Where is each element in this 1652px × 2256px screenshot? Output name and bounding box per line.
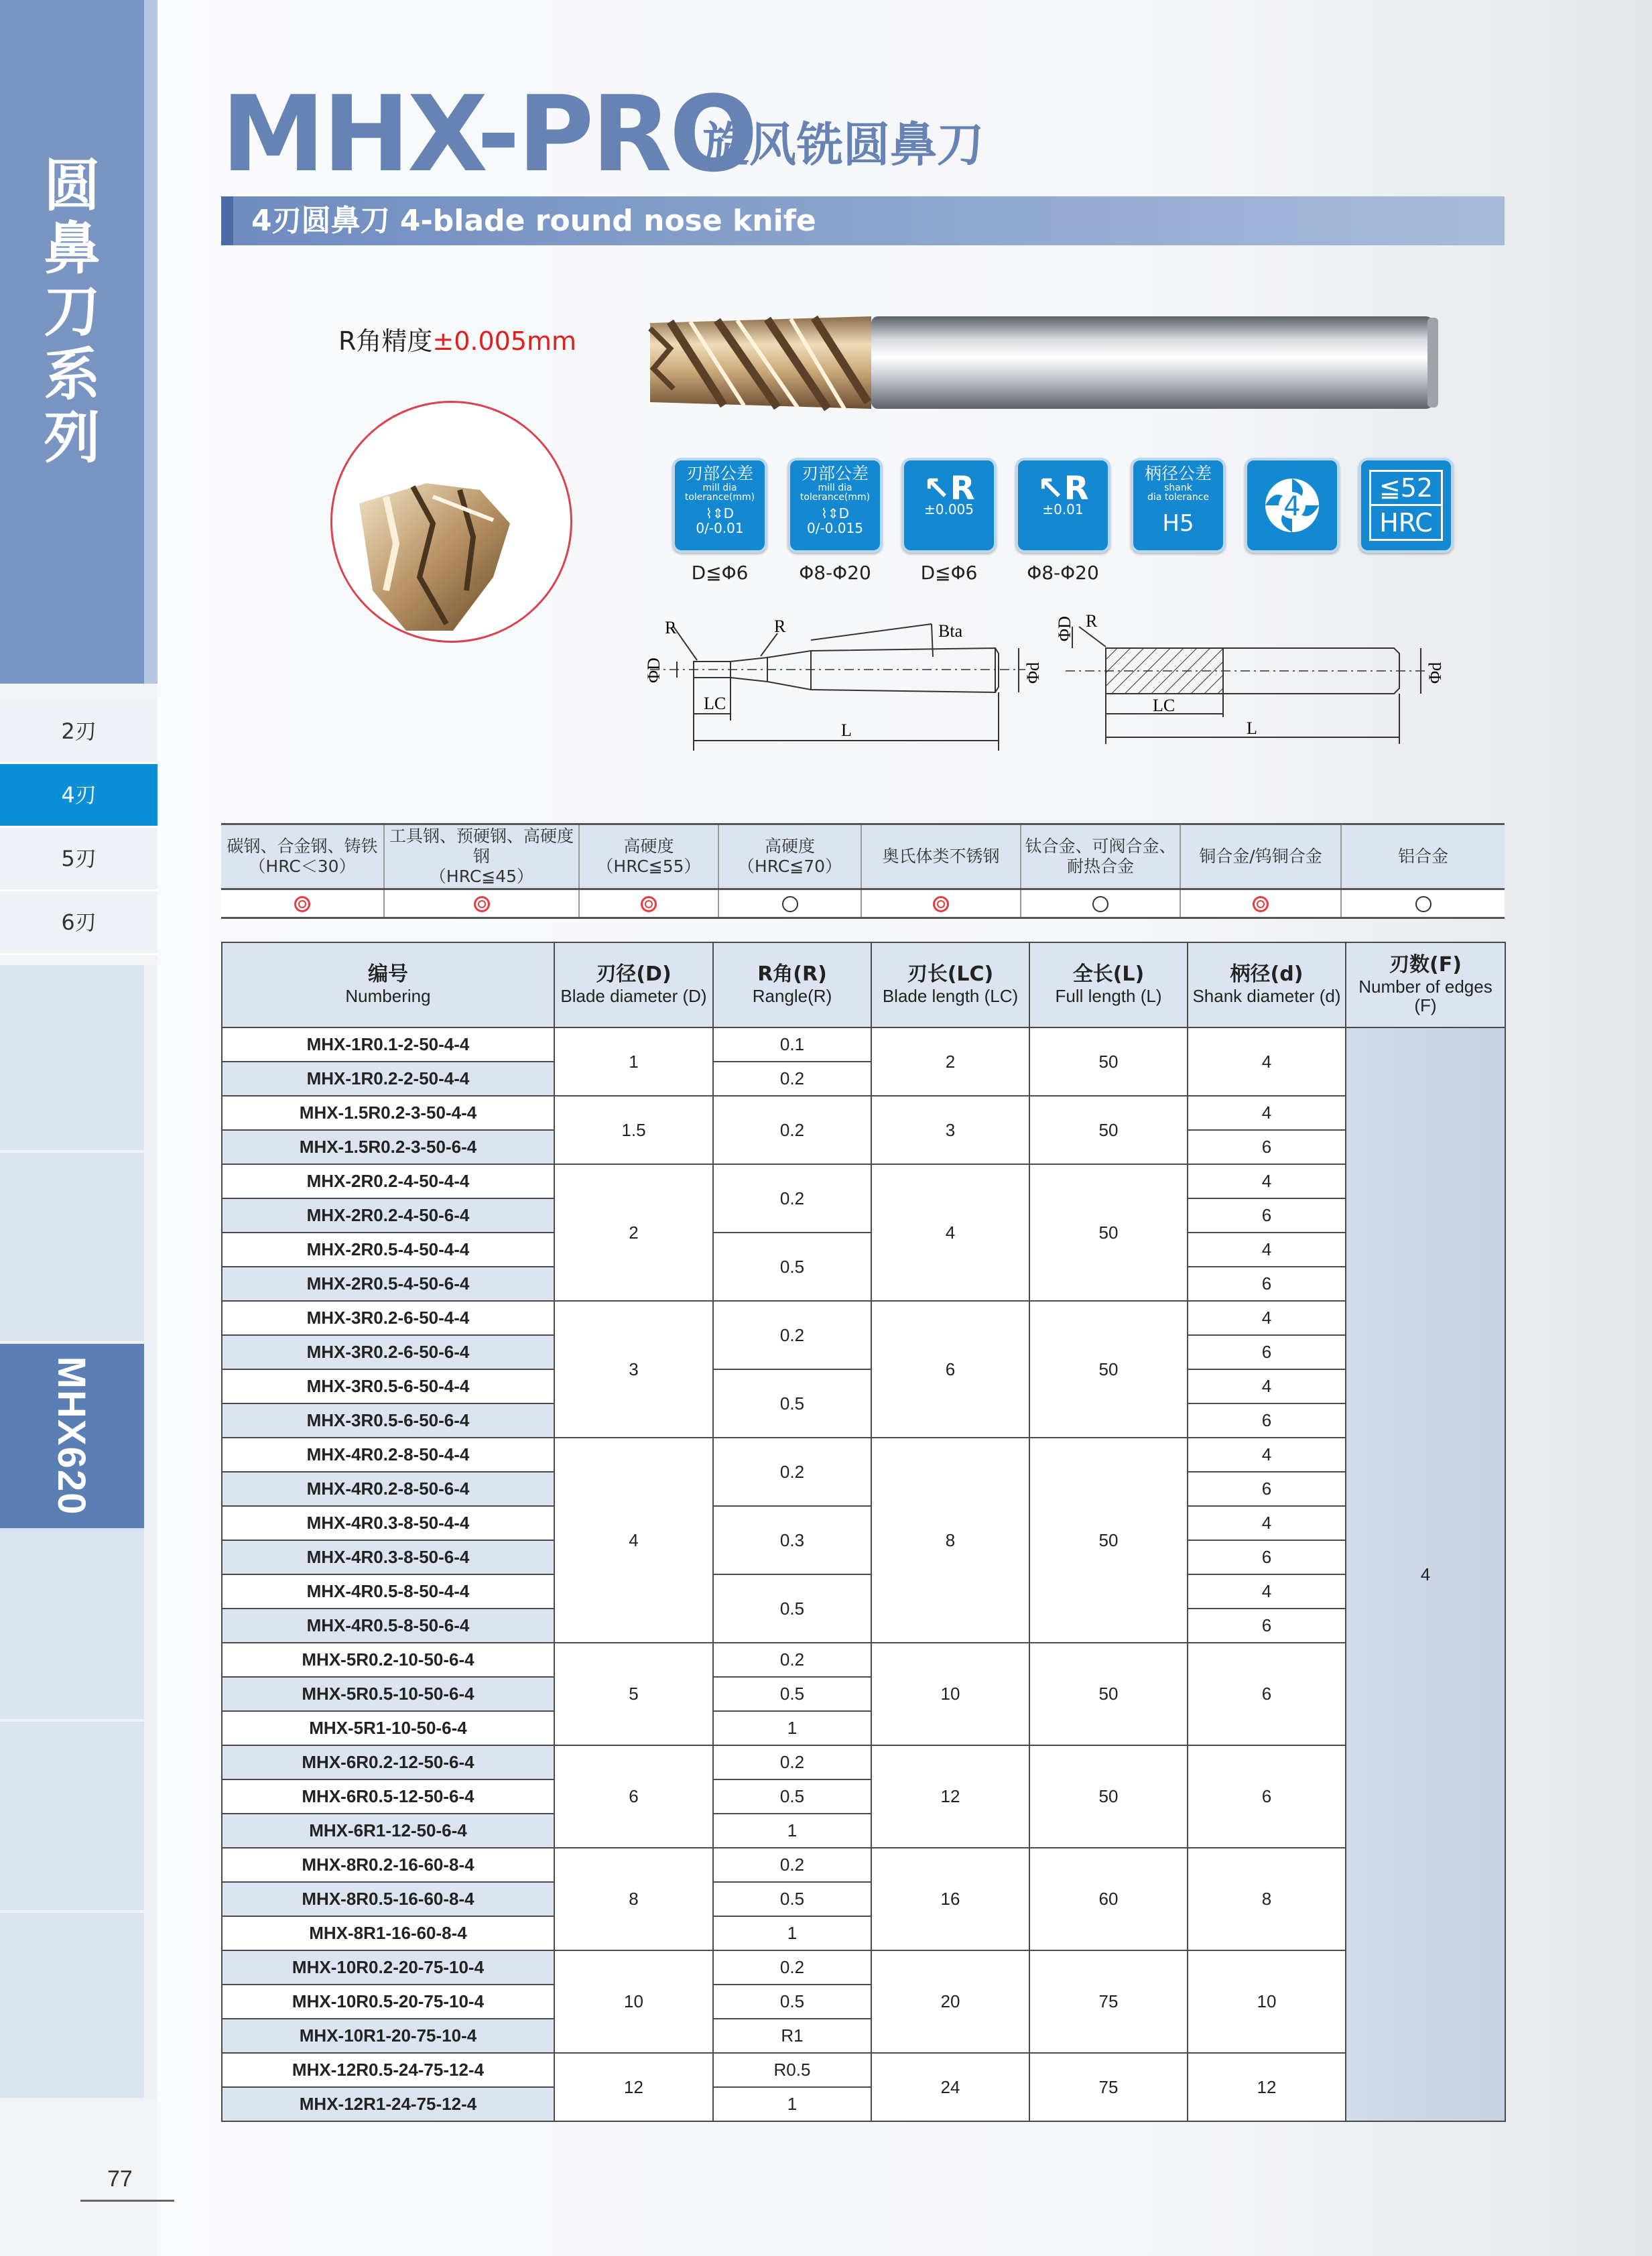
drawing-label-bta: Bta <box>938 621 963 641</box>
full-length-cell: 60 <box>1029 1848 1188 1950</box>
drawing-label-r: R <box>1086 611 1098 631</box>
full-length-cell: 75 <box>1029 2053 1188 2121</box>
material-name: 高硬度 <box>623 836 674 856</box>
r-precision-note <box>338 320 576 357</box>
table-row <box>222 1506 1505 1540</box>
page-number: 77 <box>107 2166 133 2192</box>
shank-diameter-cell: 4 <box>1188 1301 1346 1335</box>
mill-dia-tolerance-icon: 刃部公差 mill dia tolerance(mm) ⌇⇕D 0/-0.01 <box>672 458 767 553</box>
r-precision-label: R角精度 <box>338 326 433 356</box>
table-row <box>222 1848 1505 1882</box>
part-number-cell: MHX-1.5R0.2-3-50-6-4 <box>222 1130 554 1164</box>
material-header <box>1021 824 1180 889</box>
product-subtitle: 旋风铣圆鼻刀 <box>702 117 984 172</box>
corner-radius-icon: ↖R ±0.01 <box>1015 458 1110 553</box>
material-header <box>579 824 718 889</box>
material-mark-cell <box>579 889 718 918</box>
part-number-cell: MHX-2R0.5-4-50-4-4 <box>222 1233 554 1267</box>
full-length-cell: 50 <box>1029 1301 1188 1438</box>
blade-length-cell: 8 <box>871 1438 1029 1643</box>
drawing-label-shank-d: Φd <box>1425 662 1445 684</box>
specification-table <box>221 942 1506 2122</box>
part-number-cell: MHX-5R0.2-10-50-6-4 <box>222 1643 554 1677</box>
recommended-icon <box>294 896 310 912</box>
material-mark-cell <box>1021 889 1180 918</box>
part-number-cell: MHX-12R1-24-75-12-4 <box>222 2087 554 2121</box>
drawing-label-shank-d: Φd <box>1023 662 1043 684</box>
shank-diameter-cell: 4 <box>1188 1369 1346 1403</box>
table-row <box>222 1643 1505 1677</box>
blade-length-cell: 4 <box>871 1164 1029 1301</box>
table-row <box>222 2053 1505 2087</box>
shank-diameter-cell: 6 <box>1188 1335 1346 1369</box>
blade-length-cell: 16 <box>871 1848 1029 1950</box>
r-angle-cell: 0.2 <box>713 1096 871 1164</box>
material-mark-cell <box>1180 889 1341 918</box>
column-header-en: Blade diameter (D) <box>560 985 707 1006</box>
drawing-label-lc: LC <box>1153 696 1176 715</box>
shank-diameter-cell: 6 <box>1188 1745 1346 1848</box>
part-number-cell: MHX-3R0.5-6-50-4-4 <box>222 1369 554 1403</box>
column-header <box>871 942 1029 1027</box>
blade-diameter-cell: 3 <box>554 1301 713 1438</box>
table-row <box>222 1164 1505 1198</box>
column-header-cn: 刃径(D) <box>596 962 672 986</box>
material-hardness: （HRC≦45） <box>429 867 534 886</box>
drawing-label-d: ΦD <box>644 657 663 683</box>
part-number-cell: MHX-4R0.5-8-50-4-4 <box>222 1574 554 1609</box>
mill-dia-tolerance-value: 0/-0.015 <box>807 520 863 536</box>
tool-drawing-section <box>1052 607 1454 754</box>
column-header-cn: 刃数(F) <box>1389 952 1462 977</box>
part-number-cell: MHX-3R0.5-6-50-6-4 <box>222 1403 554 1438</box>
table-row <box>222 1301 1505 1335</box>
shank-diameter-cell: 6 <box>1188 1198 1346 1233</box>
banner-accent <box>221 196 233 245</box>
shank-diameter-cell: 6 <box>1188 1472 1346 1506</box>
feature-caption: Φ8-Φ20 <box>799 562 871 584</box>
part-number-cell: MHX-4R0.3-8-50-4-4 <box>222 1506 554 1540</box>
r-angle-cell: 0.2 <box>713 1062 871 1096</box>
series-title-char: 刀 <box>44 279 101 344</box>
material-header <box>1180 824 1341 889</box>
part-number-cell: MHX-10R1-20-75-10-4 <box>222 2019 554 2053</box>
full-length-cell: 50 <box>1029 1027 1188 1096</box>
part-number-cell: MHX-2R0.2-4-50-6-4 <box>222 1198 554 1233</box>
column-header <box>1346 942 1505 1027</box>
shank-diameter-cell: 12 <box>1188 2053 1346 2121</box>
material-hardness: 耐热合金 <box>1066 857 1134 876</box>
column-header-cn: 刃长(LC) <box>907 962 994 986</box>
blade-diameter-cell: 5 <box>554 1643 713 1745</box>
part-number-cell: MHX-5R0.5-10-50-6-4 <box>222 1677 554 1711</box>
r-angle-cell: 0.2 <box>713 1164 871 1233</box>
full-length-cell: 50 <box>1029 1096 1188 1164</box>
r-angle-cell: 0.5 <box>713 1369 871 1438</box>
column-header-cn: R角(R) <box>757 962 827 986</box>
full-length-cell: 75 <box>1029 1950 1188 2053</box>
material-name: 铝合金 <box>1397 847 1448 866</box>
r-angle-cell: 0.5 <box>713 1882 871 1916</box>
shank-diameter-cell: 4 <box>1188 1574 1346 1609</box>
blade-diameter-cell: 4 <box>554 1438 713 1643</box>
part-number-cell: MHX-1R0.2-2-50-4-4 <box>222 1062 554 1096</box>
tab-6-blade[interactable]: 6刃 <box>0 891 157 955</box>
recommended-icon <box>933 896 949 912</box>
r-angle-cell: 0.5 <box>713 1677 871 1711</box>
shank-diameter-cell: 10 <box>1188 1950 1346 2053</box>
r-angle-cell: 0.5 <box>713 1985 871 2019</box>
material-hardness: （HRC≦70） <box>737 857 842 876</box>
four-flute-icon: 4 <box>1245 458 1340 553</box>
material-name: 工具钢、预硬钢、高硬度钢 <box>389 826 574 866</box>
recommended-icon <box>1253 896 1269 912</box>
r-angle-cell: 0.2 <box>713 1438 871 1506</box>
section-banner-text: 4刃圆鼻刀 4-blade round nose knife <box>251 204 816 238</box>
shank-diameter-cell: 4 <box>1188 1096 1346 1130</box>
shank-diameter-cell: 6 <box>1188 1267 1346 1301</box>
table-row <box>222 1438 1505 1472</box>
blade-length-cell: 10 <box>871 1643 1029 1745</box>
part-number-cell: MHX-3R0.2-6-50-4-4 <box>222 1301 554 1335</box>
shank-diameter-cell: 6 <box>1188 1130 1346 1164</box>
part-number-cell: MHX-6R1-12-50-6-4 <box>222 1814 554 1848</box>
full-length-cell: 50 <box>1029 1643 1188 1745</box>
series-title-char: 系 <box>44 342 101 408</box>
series-code: MHX620 <box>50 1356 93 1516</box>
tab-5-blade[interactable]: 5刃 <box>0 828 157 891</box>
product-title: MHX-PRO <box>221 73 756 195</box>
series-title <box>0 154 144 469</box>
blade-length-cell: 3 <box>871 1096 1029 1164</box>
blade-length-cell: 2 <box>871 1027 1029 1096</box>
blade-length-cell: 20 <box>871 1950 1029 2053</box>
edges-count-cell: 4 <box>1346 1027 1505 2121</box>
r-angle-cell: 0.1 <box>713 1027 871 1062</box>
material-hardness: （HRC＜30） <box>249 857 356 876</box>
r-angle-cell: 1 <box>713 1711 871 1745</box>
material-name: 碳钢、合金钢、铸铁 <box>227 836 378 856</box>
part-number-cell: MHX-5R1-10-50-6-4 <box>222 1711 554 1745</box>
column-header <box>222 942 554 1027</box>
feature-caption: D≦Φ6 <box>920 562 978 584</box>
blade-diameter-cell: 12 <box>554 2053 713 2121</box>
material-name: 高硬度 <box>764 836 815 856</box>
r-precision-value: ±0.005mm <box>432 326 577 356</box>
material-mark-cell <box>221 889 384 918</box>
part-number-cell: MHX-4R0.5-8-50-6-4 <box>222 1609 554 1643</box>
column-header-en: Numbering <box>345 985 431 1006</box>
column-header-en: Blade length (LC) <box>882 985 1019 1006</box>
material-mark-cell <box>384 889 579 918</box>
column-header <box>1188 942 1346 1027</box>
r-angle-cell: 0.2 <box>713 1950 871 1985</box>
r-angle-cell: 0.5 <box>713 1233 871 1301</box>
part-number-cell: MHX-3R0.2-6-50-6-4 <box>222 1335 554 1369</box>
material-name: 铜合金/钨铜合金 <box>1199 847 1322 866</box>
part-number-cell: MHX-4R0.2-8-50-4-4 <box>222 1438 554 1472</box>
r-angle-cell: 0.5 <box>713 1779 871 1814</box>
part-number-cell: MHX-6R0.2-12-50-6-4 <box>222 1745 554 1779</box>
shank-diameter-cell: 4 <box>1188 1164 1346 1198</box>
material-name: 奥氏体类不锈钢 <box>882 847 1000 866</box>
shank-diameter-cell: 4 <box>1188 1438 1346 1472</box>
series-title-char: 鼻 <box>44 216 101 281</box>
blade-diameter-cell: 6 <box>554 1745 713 1848</box>
r-angle-cell: 1 <box>713 2087 871 2121</box>
blade-diameter-cell: 2 <box>554 1164 713 1301</box>
column-header <box>1029 942 1188 1027</box>
table-row <box>222 1233 1505 1267</box>
r-angle-cell: 0.3 <box>713 1506 871 1574</box>
material-hardness: （HRC≦55） <box>596 857 701 876</box>
column-header-en: Number of edges (F) <box>1358 976 1492 1015</box>
part-number-cell: MHX-1.5R0.2-3-50-4-4 <box>222 1096 554 1130</box>
series-title-char: 列 <box>44 405 101 471</box>
sidebar-stripe-lower <box>144 965 157 2098</box>
full-length-cell: 50 <box>1029 1164 1188 1301</box>
part-number-cell: MHX-6R0.5-12-50-6-4 <box>222 1779 554 1814</box>
corner-radius-icon: ↖R ±0.005 <box>901 458 997 553</box>
feature-caption: D≦Φ6 <box>691 562 749 584</box>
column-header <box>713 942 871 1027</box>
recommended-icon <box>641 896 657 912</box>
part-number-cell: MHX-8R0.2-16-60-8-4 <box>222 1848 554 1882</box>
part-number-cell: MHX-8R0.5-16-60-8-4 <box>222 1882 554 1916</box>
table-row <box>222 1096 1505 1130</box>
shank-diameter-cell: 4 <box>1188 1233 1346 1267</box>
tool-drawing-side <box>623 607 1052 761</box>
full-length-cell: 50 <box>1029 1438 1188 1643</box>
part-number-cell: MHX-4R0.3-8-50-6-4 <box>222 1540 554 1574</box>
r-angle-cell: 1 <box>713 1916 871 1950</box>
drawing-label-d: ΦD <box>1055 616 1074 641</box>
mill-dia-tolerance-value: 0/-0.01 <box>696 520 744 536</box>
column-header-en: Rangle(R) <box>752 985 832 1006</box>
series-title-char: 圆 <box>44 153 101 218</box>
column-header-en: Full length (L) <box>1055 985 1162 1006</box>
shank-diameter-cell: 6 <box>1188 1609 1346 1643</box>
shank-diameter-cell: 6 <box>1188 1403 1346 1438</box>
column-header <box>554 942 713 1027</box>
feature-caption: Φ8-Φ20 <box>1027 562 1099 584</box>
r-angle-cell: 0.2 <box>713 1745 871 1779</box>
drawing-label-l: L <box>1247 718 1257 738</box>
end-mill-image <box>643 308 1454 416</box>
table-row <box>222 1027 1505 1062</box>
suitable-icon <box>782 896 798 912</box>
part-number-cell: MHX-4R0.2-8-50-6-4 <box>222 1472 554 1506</box>
page-number-rule <box>80 2200 174 2202</box>
full-length-cell: 50 <box>1029 1745 1188 1848</box>
tool-tip-detail-image <box>330 401 572 643</box>
sidebar-stripe <box>144 0 157 684</box>
material-header <box>1341 824 1505 889</box>
material-header <box>221 824 384 889</box>
r-angle-cell: 0.2 <box>713 1848 871 1882</box>
column-header-cn: 全长(L) <box>1072 962 1145 986</box>
blade-length-cell: 12 <box>871 1745 1029 1848</box>
r-angle-cell: 0.2 <box>713 1301 871 1369</box>
column-header-cn: 柄径(d) <box>1230 962 1304 986</box>
shank-diameter-cell: 4 <box>1188 1506 1346 1540</box>
r-angle-cell: 0.5 <box>713 1574 871 1643</box>
part-number-cell: MHX-2R0.5-4-50-6-4 <box>222 1267 554 1301</box>
column-header-cn: 编号 <box>368 962 408 986</box>
hardness-icon: ≦52 HRC <box>1358 458 1454 553</box>
material-mark-cell <box>861 889 1021 918</box>
part-number-cell: MHX-1R0.1-2-50-4-4 <box>222 1027 554 1062</box>
material-header <box>718 824 861 889</box>
blade-diameter-cell: 1.5 <box>554 1096 713 1164</box>
r-angle-cell: R1 <box>713 2019 871 2053</box>
shank-diameter-cell: 4 <box>1188 1027 1346 1096</box>
material-header <box>384 824 579 889</box>
shank-diameter-cell: 8 <box>1188 1848 1346 1950</box>
shank-tolerance-icon: 柄径公差 shank dia tolerance H5 <box>1131 458 1226 553</box>
suitable-icon <box>1092 896 1108 912</box>
drawing-label-l: L <box>841 720 852 740</box>
mill-dia-tolerance-icon: 刃部公差 mill dia tolerance(mm) ⌇⇕D 0/-0.015 <box>787 458 883 553</box>
drawing-label-lc: LC <box>704 694 726 713</box>
table-row <box>222 1369 1505 1403</box>
part-number-cell: MHX-2R0.2-4-50-4-4 <box>222 1164 554 1198</box>
material-compatibility-table <box>221 823 1505 919</box>
drawing-label-r: R <box>665 618 677 637</box>
part-number-cell: MHX-8R1-16-60-8-4 <box>222 1916 554 1950</box>
shank-diameter-cell: 6 <box>1188 1643 1346 1745</box>
shank-diameter-cell: 6 <box>1188 1540 1346 1574</box>
sidebar-lower <box>0 965 144 2098</box>
table-row <box>222 1950 1505 1985</box>
r-angle-cell: R0.5 <box>713 2053 871 2087</box>
blade-diameter-cell: 1 <box>554 1027 713 1096</box>
material-mark-cell <box>718 889 861 918</box>
blade-length-cell: 24 <box>871 2053 1029 2121</box>
part-number-cell: MHX-10R0.5-20-75-10-4 <box>222 1985 554 2019</box>
material-mark-cell <box>1341 889 1505 918</box>
r-angle-cell: 0.2 <box>713 1643 871 1677</box>
r-angle-cell: 1 <box>713 1814 871 1848</box>
blade-diameter-cell: 10 <box>554 1950 713 2053</box>
blade-length-cell: 6 <box>871 1301 1029 1438</box>
table-row <box>222 1574 1505 1609</box>
drawing-label-r: R <box>774 617 786 636</box>
suitable-icon <box>1415 896 1432 912</box>
tab-4-blade[interactable]: 4刃 <box>0 764 157 828</box>
table-row <box>222 1745 1505 1779</box>
column-header-en: Shank diameter (d) <box>1192 985 1341 1006</box>
part-number-cell: MHX-12R0.5-24-75-12-4 <box>222 2053 554 2087</box>
part-number-cell: MHX-10R0.2-20-75-10-4 <box>222 1950 554 1985</box>
recommended-icon <box>474 896 490 912</box>
tab-2-blade[interactable]: 2刃 <box>0 700 157 764</box>
material-name: 钛合金、可阀合金、 <box>1025 836 1176 856</box>
blade-diameter-cell: 8 <box>554 1848 713 1950</box>
material-header <box>861 824 1021 889</box>
